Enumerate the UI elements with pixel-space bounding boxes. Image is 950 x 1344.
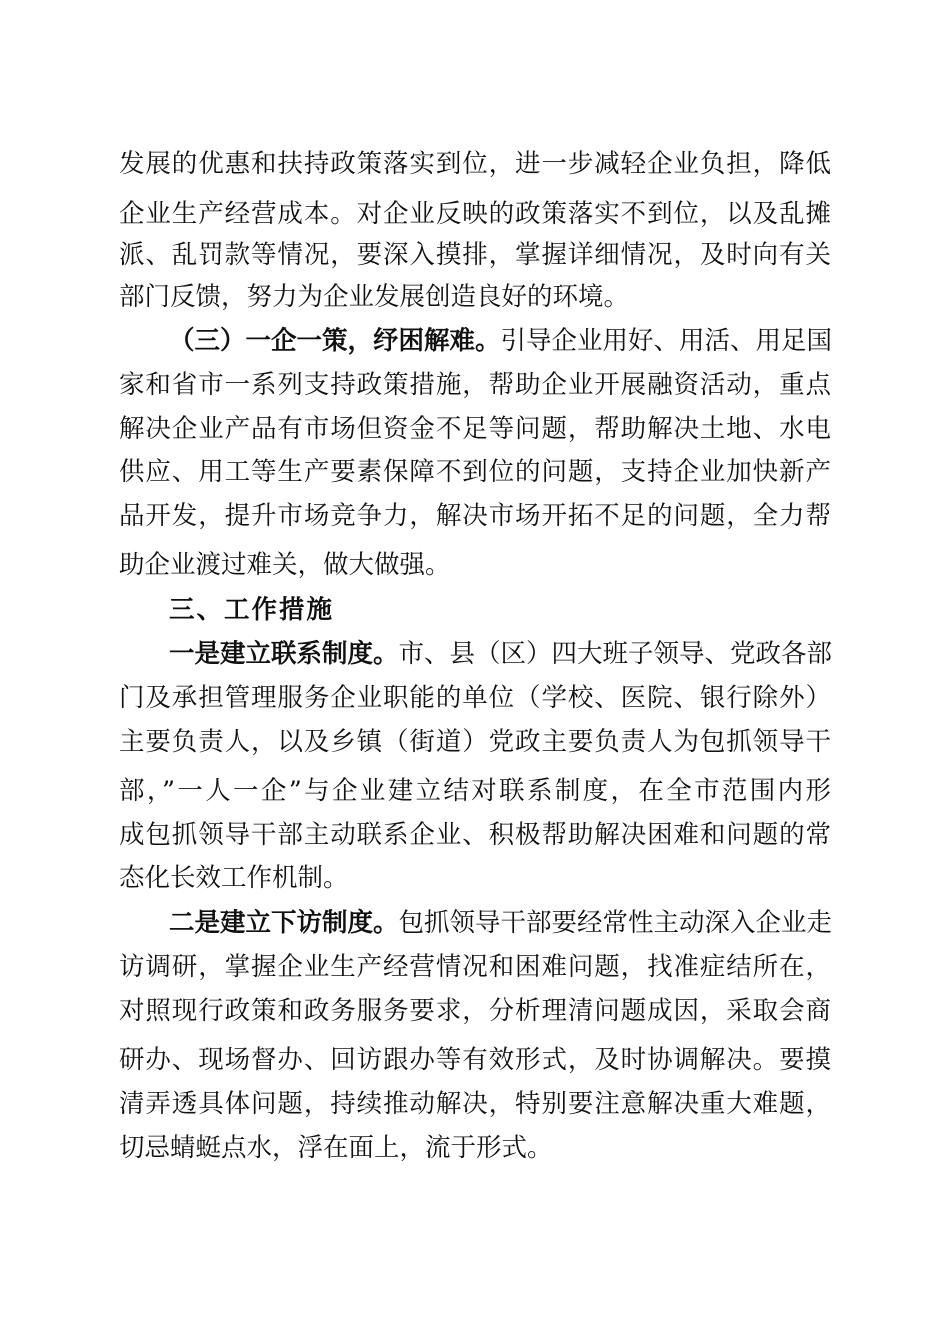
paragraph-4-line-5: 清弄透具体问题，持续推动解决，特别要注意解决重大难题，: [119, 1089, 831, 1119]
paragraph-4-lead: 二是建立下访制度。: [169, 908, 399, 938]
paragraph-2-line-6: 助企业渡过难关，做大做强。: [119, 550, 451, 580]
paragraph-3-line-6: 态化长效工作机制。: [119, 863, 349, 893]
paragraph-1-line-1: 发展的优惠和扶持政策落实到位，进一步减轻企业负担，降低: [119, 149, 831, 179]
paragraph-4-line-4: 研办、现场督办、回访跟办等有效形式，及时协调解决。要摸: [119, 1045, 831, 1075]
paragraph-4-line-1: [169, 903, 831, 943]
paragraph-3-line-3: 主要负责人，以及乡镇（街道）党政主要负责人为包抓领导干: [119, 727, 831, 757]
section-heading: 三、工作措施: [169, 595, 335, 625]
paragraph-4-line-3: 对照现行政策和政务服务要求，分析理清问题成因，采取会商: [119, 996, 831, 1026]
paragraph-2-first-text: 引导企业用好、用活、用足国: [500, 326, 833, 356]
paragraph-2-line-2: 家和省市一系列支持政策措施，帮助企业开展融资活动，重点: [119, 370, 831, 400]
paragraph-3-first-text: 市、县（区）四大班子领导、党政各部: [398, 639, 833, 669]
paragraph-4-line-6: 切忌蜻蜓点水，浮在面上，流于形式。: [119, 1133, 553, 1163]
paragraph-3-line-4: 部，”一人一企”与企业建立结对联系制度，在全市范围内形: [119, 776, 831, 806]
paragraph-2-line-3: 解决企业产品有市场但资金不足等问题，帮助解决土地、水电: [119, 414, 831, 444]
paragraph-3-line-5: 成包抓领导干部主动联系企业、积极帮助解决困难和问题的常: [119, 820, 831, 850]
paragraph-1-line-3: 派、乱罚款等情况，要深入摸排，掌握详细情况，及时向有关: [119, 240, 831, 270]
paragraph-1-line-4: 部门反馈，努力为企业发展创造良好的环境。: [119, 282, 630, 312]
paragraph-4-first-text: 包抓领导干部要经常性主动深入企业走: [398, 908, 833, 938]
paragraph-2-lead: （三）一企一策，纾困解难。: [169, 326, 501, 356]
paragraph-4-line-2: 访调研，掌握企业生产经营情况和困难问题，找准症结所在，: [119, 952, 831, 982]
paragraph-3-lead: 一是建立联系制度。: [169, 639, 399, 669]
paragraph-2-line-5: 品开发，提升市场竞争力，解决市场开拓不足的问题，全力帮: [119, 501, 831, 531]
paragraph-2-line-4: 供应、用工等生产要素保障不到位的问题，支持企业加快新产: [119, 457, 831, 487]
paragraph-3-line-2: 门及承担管理服务企业职能的单位（学校、医院、银行除外）: [119, 683, 831, 713]
paragraph-2-line-1: [169, 321, 831, 361]
paragraph-3-line-1: [169, 634, 831, 674]
paragraph-1-line-2: 企业生产经营成本。对企业反映的政策落实不到位，以及乱摊: [119, 199, 831, 229]
